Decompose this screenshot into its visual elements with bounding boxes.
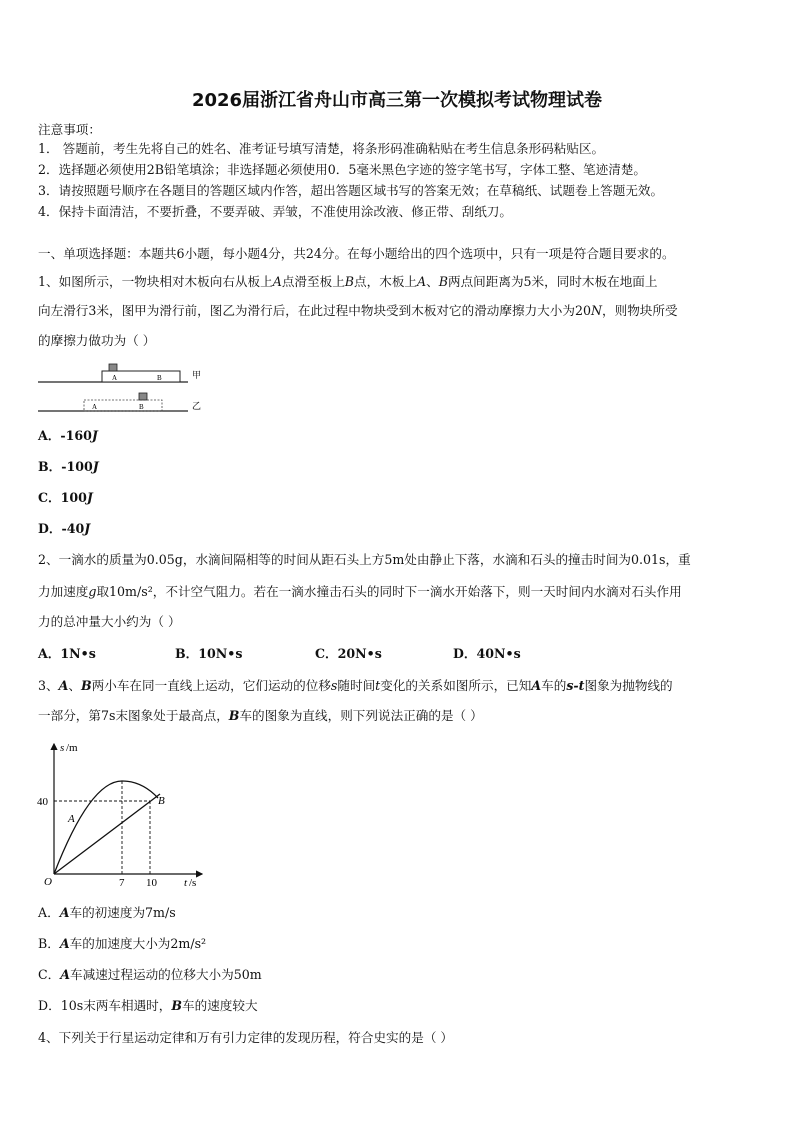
q2-symbol-g: g (88, 584, 97, 599)
board-label-a: A (112, 374, 118, 382)
q3-st-graph (30, 738, 210, 888)
q1-option-b (38, 459, 99, 475)
notice-item-1: 1． 答题前，考生先将自己的姓名、准考证号填写清楚，将条形码准确粘贴在考生信息条形码粘贴区。 (38, 141, 605, 156)
q1-line-3: 的摩擦力做功为（ ） (38, 333, 156, 348)
option-text: 车减速过程运动的位移大小为50m (70, 967, 262, 982)
q3-option-a (38, 905, 176, 921)
line-b-label: B (158, 795, 165, 807)
q2-text: 取10m/s²，不计空气阻力。若在一滴水撞击石头的同时下一滴水开始落下，则一天时间内水滴对石头作用 (96, 584, 682, 599)
block-after (139, 393, 147, 400)
board-label-b: B (157, 374, 162, 382)
q2-text: 力加速度 (38, 584, 89, 599)
fig-label-jia: 甲 (192, 370, 202, 380)
q1-unit-n: N (590, 303, 603, 318)
q3-line-1 (38, 678, 673, 694)
q3-text: 变化的关系如图所示，已知 (380, 678, 532, 693)
x-tick-7: 7 (119, 877, 125, 888)
option-letter: A． (38, 905, 60, 920)
q2-option-b: B．10N•s (175, 646, 243, 661)
q1-option-d (38, 521, 90, 537)
notice-item-3: 3．请按照题号顺序在各题目的答题区域内作答，超出答题区域书写的答案无效；在草稿纸、试题卷上答题无效。 (38, 183, 664, 198)
x-axis-label: t (184, 877, 188, 888)
q3-text: 两小车在同一直线上运动，它们运动的位移 (91, 678, 331, 693)
y-tick-40: 40 (37, 796, 48, 808)
q1-text: 、 (426, 274, 439, 289)
q1-point-a: A (417, 274, 427, 289)
q3-text: 图象为抛物线的 (584, 678, 673, 693)
q3-car-a: A (58, 678, 69, 693)
board-label-a: A (92, 403, 98, 411)
q3-symbol-s: s (330, 678, 338, 693)
q1-text: 两点间距离为5米，同时木板在地面上 (447, 274, 658, 289)
option-value: -40 (61, 521, 85, 536)
q2-line-3: 力的总冲量大小约为（ ） (38, 614, 181, 629)
option-letter: C． (38, 967, 61, 982)
q3-option-d (38, 998, 258, 1014)
line-b (54, 794, 160, 874)
q3-car-a: A (531, 678, 542, 693)
q2-line-2 (38, 584, 682, 600)
option-text: 车的速度较大 (182, 998, 258, 1013)
q1-line-2 (38, 303, 678, 319)
option-letter: B． (38, 459, 62, 474)
q4-line-1: 4、下列关于行星运动定律和万有引力定律的发现历程，符合史实的是（ ） (38, 1030, 454, 1045)
curve-a (54, 781, 158, 874)
x-tick-10: 10 (146, 877, 157, 888)
option-letter: C． (38, 490, 61, 505)
board-label-b: B (139, 403, 144, 411)
q1-text: 点，木板上 (354, 274, 418, 289)
curve-a-label: A (68, 813, 75, 825)
q3-symbol-t: t (375, 678, 381, 693)
section-heading: 一、单项选择题：本题共6小题，每小题4分，共24分。在每小题给出的四个选项中，只有一项是符合题目要求的。 (38, 246, 675, 261)
exam-title: 2026届浙江省舟山市高三第一次模拟考试物理试卷 (191, 90, 603, 111)
option-text: 车的加速度大小为2m/s² (69, 936, 207, 951)
notice-item-4: 4．保持卡面清洁，不要折叠，不要弄破、弄皱，不准使用涂改液、修正带、刮纸刀。 (38, 204, 512, 219)
option-unit: J (84, 521, 91, 536)
option-unit: J (91, 428, 98, 443)
q3-car-b: B (228, 708, 240, 723)
q3-option-b (38, 936, 206, 952)
q2-line-1: 2、一滴水的质量为0.05g，水滴间隔相等的时间从距石头上方5m处由静止下落，水滴和石头的撞击时间为0.01s，重 (38, 552, 691, 567)
q3-option-c (38, 967, 262, 983)
option-value: 100 (60, 490, 87, 505)
q1-point-b: B (438, 274, 448, 289)
option-letter: D． (38, 521, 62, 536)
q3-text: 车的图象为直线，则下列说法正确的是（ ） (239, 708, 483, 723)
q3-text: 车的 (541, 678, 567, 693)
q1-board-figure (38, 360, 208, 415)
option-unit: J (86, 490, 93, 505)
q1-text: 1、如图所示，一物块相对木板向右从板上 (38, 274, 273, 289)
q1-point-b: B (344, 274, 355, 289)
q1-option-c (38, 490, 93, 506)
q1-text: ，则物块所受 (602, 303, 678, 318)
q2-option-a: A．1N•s (38, 646, 96, 661)
notice-item-2: 2．选择题必须使用2B铅笔填涂；非选择题必须使用0．5毫米黑色字迹的签字笔书写，字体工整、笔迹清楚。 (38, 162, 647, 177)
q2-option-c: C．20N•s (315, 646, 382, 661)
option-car: A (59, 936, 70, 951)
option-text: 车的初速度为7m/s (69, 905, 176, 920)
q3-text: 随时间 (337, 678, 376, 693)
option-car: B (171, 998, 183, 1013)
q3-car-b: B (80, 678, 92, 693)
option-car: A (60, 967, 71, 982)
q3-symbol-st: s-t (566, 678, 585, 693)
option-car: A (59, 905, 70, 920)
q3-text: 、 (68, 678, 81, 693)
block-before (109, 364, 117, 371)
option-letter: D． (38, 998, 61, 1013)
notice-heading: 注意事项： (38, 122, 101, 137)
q3-text: 3、 (38, 678, 59, 693)
option-letter: B． (38, 936, 60, 951)
q1-line-1 (38, 274, 658, 290)
q1-point-a: A (272, 274, 282, 289)
q2-option-d: D．40N•s (453, 646, 521, 661)
fig-label-yi: 乙 (192, 401, 202, 411)
option-letter: A． (38, 428, 61, 443)
origin-label: O (44, 876, 52, 888)
x-axis-unit: /s (189, 877, 197, 888)
q3-text: 一部分，第7s末图象处于最高点， (38, 708, 229, 723)
q3-line-2 (38, 708, 483, 724)
q1-text: 向左滑行3米，图甲为滑行前，图乙为滑行后，在此过程中物块受到木板对它的滑动摩擦力大小为20 (38, 303, 591, 318)
q1-option-a (38, 428, 98, 444)
option-text: 10s末两车相遇时， (60, 998, 172, 1013)
option-value: -160 (60, 428, 92, 443)
y-axis-label: s (60, 742, 65, 754)
q1-text: 点滑至板上 (281, 274, 345, 289)
y-axis-unit: /m (66, 742, 78, 754)
option-unit: J (92, 459, 99, 474)
option-value: -100 (61, 459, 93, 474)
